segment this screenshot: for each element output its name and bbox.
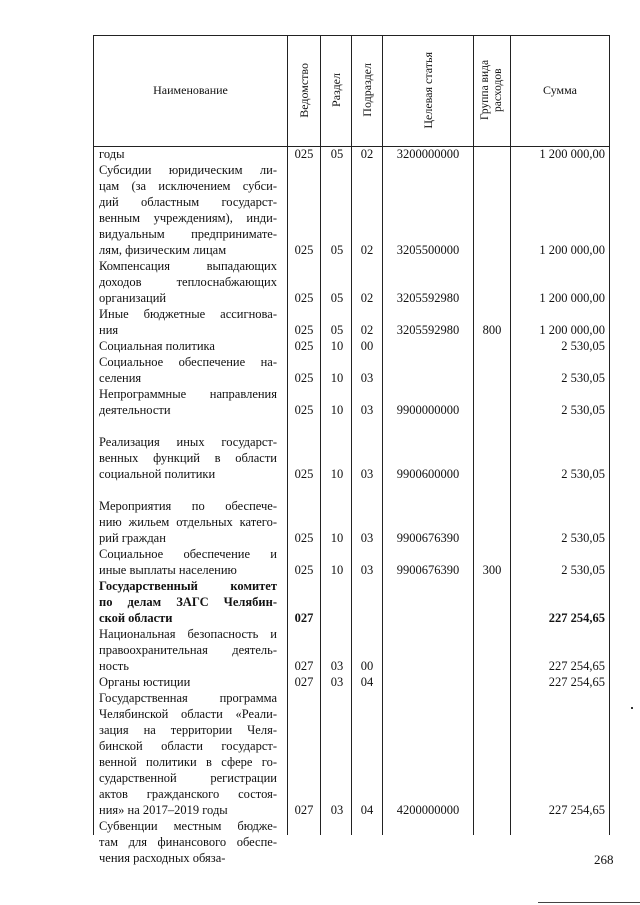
- row-name: [99, 818, 277, 866]
- row-name-line: цам (за исключением субси-: [99, 179, 277, 193]
- row-name-line: Субсидии юридическим ли-: [99, 163, 277, 177]
- row-name-line: селения: [99, 371, 142, 385]
- row-name-line: лям, физическим лицам: [99, 243, 227, 257]
- row-name-line: Государственная программа: [99, 691, 277, 705]
- header-name: [94, 36, 287, 144]
- column-divider: [473, 35, 474, 835]
- row-vedomstvo: 025: [294, 371, 314, 385]
- row-razdel: 10: [330, 467, 344, 481]
- row-vedomstvo: 025: [294, 291, 314, 305]
- page-number: 268: [594, 852, 614, 867]
- row-name-line: бинской области государст-: [99, 739, 277, 753]
- row-name-line: рий граждан: [99, 531, 166, 545]
- header-vedomstvo: [288, 36, 320, 144]
- row-name-line: венных функций в области: [99, 451, 277, 465]
- row-vedomstvo: 025: [294, 563, 314, 577]
- row-razdel: 05: [330, 323, 344, 337]
- row-summa: 2 530,05: [561, 563, 605, 577]
- header-tselevaya: [383, 36, 473, 144]
- row-vedomstvo: 025: [294, 467, 314, 481]
- row-name: [99, 258, 277, 306]
- row-name: [99, 546, 277, 578]
- row-vedomstvo: 027: [294, 803, 314, 817]
- row-podrazdel: 03: [360, 531, 374, 545]
- row-vedomstvo: 025: [294, 147, 314, 161]
- row-name-line: Социальная политика: [99, 339, 215, 353]
- row-name-line: венным учреждениям), инди-: [99, 211, 277, 225]
- row-name: [99, 338, 277, 354]
- row-summa: 2 530,05: [561, 403, 605, 417]
- row-name-line: чения расходных обяза-: [99, 851, 226, 865]
- header-name-label: Наименование: [153, 82, 228, 97]
- row-summa: 2 530,05: [561, 371, 605, 385]
- row-gruppa: 800: [482, 323, 502, 337]
- row-name-line: иные выплаты населению: [99, 563, 237, 577]
- row-name-line: Социальное обеспечение на-: [99, 355, 277, 369]
- row-podrazdel: 03: [360, 403, 374, 417]
- row-tselevaya: 4200000000: [396, 803, 460, 817]
- row-name-line: Субвенции местным бюдже-: [99, 819, 277, 833]
- row-podrazdel: 03: [360, 467, 374, 481]
- row-name: [99, 354, 277, 386]
- row-name-line: Мероприятия по обеспече-: [99, 499, 277, 513]
- row-name-line: Непрограммные направления: [99, 387, 277, 401]
- row-summa: 2 530,05: [561, 531, 605, 545]
- row-name-line: там для финансового обеспе-: [99, 835, 277, 849]
- row-podrazdel: 02: [360, 243, 374, 257]
- header-summa-label: Сумма: [543, 82, 577, 97]
- row-razdel: 10: [330, 403, 344, 417]
- row-razdel: 03: [330, 675, 344, 689]
- row-name-line: видуальным предпринимате-: [99, 227, 277, 241]
- row-summa: 1 200 000,00: [539, 243, 605, 257]
- row-podrazdel: 02: [360, 323, 374, 337]
- row-podrazdel: 02: [360, 291, 374, 305]
- header-summa: [511, 36, 609, 144]
- row-summa: 1 200 000,00: [539, 323, 605, 337]
- row-podrazdel: 03: [360, 563, 374, 577]
- row-name-line: сударственной регистрации: [99, 771, 277, 785]
- row-summa: 227 254,65: [548, 611, 605, 625]
- row-name-line: Органы юстиции: [99, 675, 191, 689]
- row-vedomstvo: 025: [294, 531, 314, 545]
- column-divider: [93, 35, 94, 835]
- row-razdel: 05: [330, 243, 344, 257]
- row-name-line: Социальное обеспечение и: [99, 547, 277, 561]
- row-name-line: по делам ЗАГС Челябин-: [99, 595, 277, 609]
- row-vedomstvo: 027: [294, 659, 314, 673]
- row-podrazdel: 03: [360, 371, 374, 385]
- row-name-line: годы: [99, 147, 125, 161]
- row-name-line: Челябинской области «Реали-: [99, 707, 277, 721]
- row-name: [99, 306, 277, 338]
- row-razdel: 05: [330, 291, 344, 305]
- row-razdel: 10: [330, 339, 344, 353]
- column-divider: [320, 35, 321, 835]
- row-razdel: 05: [330, 147, 344, 161]
- column-divider: [287, 35, 288, 835]
- row-vedomstvo: 025: [294, 403, 314, 417]
- row-name-line: ния: [99, 323, 119, 337]
- row-name: [99, 498, 277, 546]
- row-razdel: 03: [330, 803, 344, 817]
- row-name: [99, 386, 277, 418]
- row-name-line: правоохранительная деятель-: [99, 643, 277, 657]
- row-name-line: Национальная безопасность и: [99, 627, 277, 641]
- header-podrazdel-label: Подраздел: [359, 63, 374, 117]
- row-name: [99, 578, 277, 626]
- row-name-line: Иные бюджетные ассигнова-: [99, 307, 277, 321]
- row-name-line: актов гражданского состоя-: [99, 787, 277, 801]
- row-vedomstvo: 025: [294, 339, 314, 353]
- row-tselevaya: 3205592980: [396, 323, 460, 337]
- row-name: [99, 434, 277, 482]
- page-edge-line: [538, 902, 640, 903]
- row-name-line: зация на территории Челя-: [99, 723, 277, 737]
- row-tselevaya: 3205500000: [396, 243, 460, 257]
- row-name-line: ность: [99, 659, 129, 673]
- column-divider: [609, 35, 610, 835]
- scan-speck: [631, 707, 633, 709]
- row-name-line: Компенсация выпадающих: [99, 259, 277, 273]
- row-tselevaya: 3200000000: [396, 147, 460, 161]
- row-name-line: доходов теплоснабжающих: [99, 275, 277, 289]
- header-razdel-label: Раздел: [328, 73, 343, 107]
- row-summa: 1 200 000,00: [539, 291, 605, 305]
- row-summa: 2 530,05: [561, 467, 605, 481]
- row-vedomstvo: 025: [294, 243, 314, 257]
- row-name-line: нию жильем отдельных катего-: [99, 515, 277, 529]
- row-podrazdel: 04: [360, 675, 374, 689]
- row-vedomstvo: 027: [294, 611, 314, 625]
- row-tselevaya: 9900676390: [396, 531, 460, 545]
- row-podrazdel: 02: [360, 147, 374, 161]
- row-summa: 227 254,65: [548, 659, 605, 673]
- row-name-line: Государственный комитет: [99, 579, 277, 593]
- header-razdel: [321, 36, 351, 144]
- row-name: [99, 626, 277, 674]
- row-name: [99, 162, 277, 258]
- header-gruppa-label: Группа вида расходов: [479, 59, 504, 121]
- row-podrazdel: 00: [360, 339, 374, 353]
- header-tselevaya-label: Целевая статья: [420, 51, 435, 129]
- header-podrazdel: [352, 36, 382, 144]
- row-tselevaya: 9900000000: [396, 403, 460, 417]
- row-summa: 1 200 000,00: [539, 147, 605, 161]
- row-name-line: социальной политики: [99, 467, 216, 481]
- row-summa: 2 530,05: [561, 339, 605, 353]
- row-name-line: организаций: [99, 291, 167, 305]
- row-name-line: Реализация иных государст-: [99, 435, 277, 449]
- row-name: [99, 690, 277, 818]
- row-razdel: 03: [330, 659, 344, 673]
- row-name: [99, 146, 277, 162]
- row-name-line: деятельности: [99, 403, 171, 417]
- row-podrazdel: 04: [360, 803, 374, 817]
- row-razdel: 10: [330, 531, 344, 545]
- row-name-line: ния» на 2017–2019 годы: [99, 803, 228, 817]
- row-name-line: ской области: [99, 611, 173, 625]
- row-summa: 227 254,65: [548, 803, 605, 817]
- row-razdel: 10: [330, 563, 344, 577]
- row-tselevaya: 9900600000: [396, 467, 460, 481]
- header-gruppa: [474, 36, 510, 144]
- row-vedomstvo: 027: [294, 675, 314, 689]
- row-gruppa: 300: [482, 563, 502, 577]
- row-tselevaya: 3205592980: [396, 291, 460, 305]
- header-vedomstvo-label: Ведомство: [296, 62, 311, 118]
- row-vedomstvo: 025: [294, 323, 314, 337]
- row-name-line: венной политики в сфере го-: [99, 755, 277, 769]
- row-name-line: дий областным государст-: [99, 195, 277, 209]
- row-summa: 227 254,65: [548, 675, 605, 689]
- row-razdel: 10: [330, 371, 344, 385]
- row-name: [99, 674, 277, 690]
- row-tselevaya: 9900676390: [396, 563, 460, 577]
- row-podrazdel: 00: [360, 659, 374, 673]
